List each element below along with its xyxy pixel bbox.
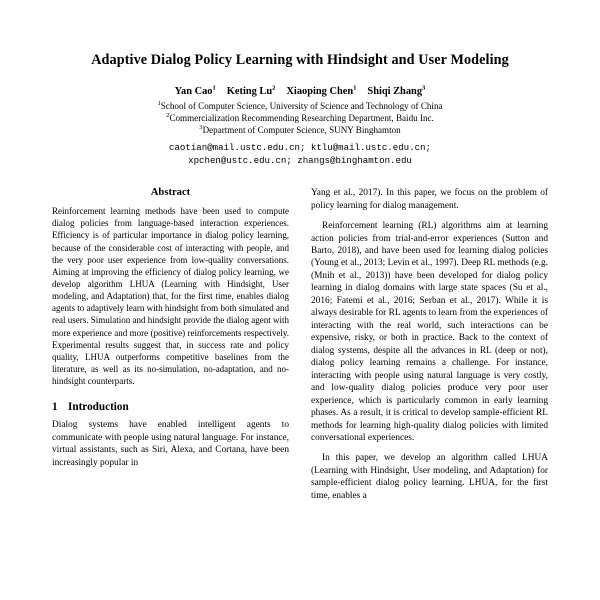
affiliation-marker: 1 [157, 99, 161, 107]
affiliation-marker: 2 [166, 111, 170, 119]
email-block [52, 141, 548, 167]
section-title: Introduction [68, 401, 129, 414]
left-column [52, 187, 289, 510]
affiliation-line: $^1$School of Computer Science, University of Science and Technology of China [157, 99, 443, 111]
body-paragraph: Yang et al., 2017). In this paper, we focus on the problem of policy learning for dialog management. [311, 188, 548, 211]
author-list [52, 86, 548, 97]
affiliation-marker: 3 [199, 123, 203, 131]
abstract-text: Reinforcement learning methods have been used to compute dialog policies from language-based interaction experiences. Efficiency is of particular importance in dialog policy learning, because of the considerable cost of interacting with people, and the very poor user experience from low-quality conversations. Aiming at improving the efficiency of dialog policy learning, we develop algorithm LHUA (Learning with Hindsight, User modeling, and Adaptation) that, for the first time, enables dialog agents to adaptively learn with hindsight from both simulated and real users. Simulation and hindsight provide the dialog agent with more experience and more (positive) reinforcements respectively. Experimental results suggest that, in success rate and policy quality, LHUA outperforms competitive baselines from the literature, as well as its no-simulation, no-adaptation, and no-hindsight counterparts. [52, 206, 289, 387]
page-title: Adaptive Dialog Policy Learning with Hindsight and User Modeling [91, 52, 509, 68]
email-line: caotian@mail.ustc.edu.cn; ktlu@mail.ustc.edu.cn; [169, 141, 431, 153]
section-number: 1 [52, 401, 58, 414]
author-affil-marker: 1 [212, 84, 216, 92]
body-paragraph: In this paper, we develop an algorithm called LHUA (Learning with Hindsight, User modeling, and Adaptation) for sample-efficient dialog policy learning. LHUA, for the first time, enables a [311, 453, 548, 501]
affiliation-line: $^3$Department of Computer Science, SUNY Binghamton [199, 123, 401, 135]
email-line: xpchen@ustc.edu.cn; zhangs@binghamton.edu [188, 154, 412, 166]
author-affil-marker: 1 [353, 84, 357, 92]
author: Keting Lu$^2$ [226, 84, 276, 97]
body-paragraph: Reinforcement learning (RL) algorithms aim at learning action policies from trial-and-error experiences (Sutton and Barto, 2018), and have been used for learning dialog policies (Young et al., 2013; Levin et al., 1997). Deep RL methods (e.g. (Mnih et al., 2013)) have been developed for dialog policy learning in dialog domains with large state spaces (Su et al., 2016; Fatemi et al., 2016; Serban et al., 2017). While it is always desirable for RL agents to learn from the experiences of interacting with the real world, such interactions can be expensive, risky, or both in practice. Back to the context of dialog systems, despite all the advances in RL (deep or not), dialog policy learning remains a challenge. For instance, interacting with people using natural language is very costly, and low-quality dialog policies produce very poor user experience, which is particularly common in early learning phases. As a result, it is critical to develop sample-efficient RL methods for learning high-quality dialog policies with limited conversational experiences. [311, 221, 548, 443]
author-affil-marker: 2 [272, 84, 276, 92]
affiliation-line: $^2$Commercialization Recommending Researching Department, Baidu Inc. [166, 111, 434, 123]
intro-paragraph: Dialog systems have enabled intelligent agents to communicate with people using natural language. For instance, virtual assistants, such as Siri, Alexa, and Cortana, have been increasingly popular in [52, 420, 289, 468]
author: Xiaoping Chen$^1$ [286, 84, 357, 97]
abstract-heading: Abstract [150, 187, 191, 199]
author: Yan Cao$^1$ [174, 84, 216, 97]
body-columns [52, 187, 548, 510]
author: Shiqi Zhang$^3$ [367, 84, 426, 97]
right-column [311, 187, 548, 510]
author-affil-marker: 3 [422, 84, 426, 92]
introduction-heading [52, 401, 289, 413]
